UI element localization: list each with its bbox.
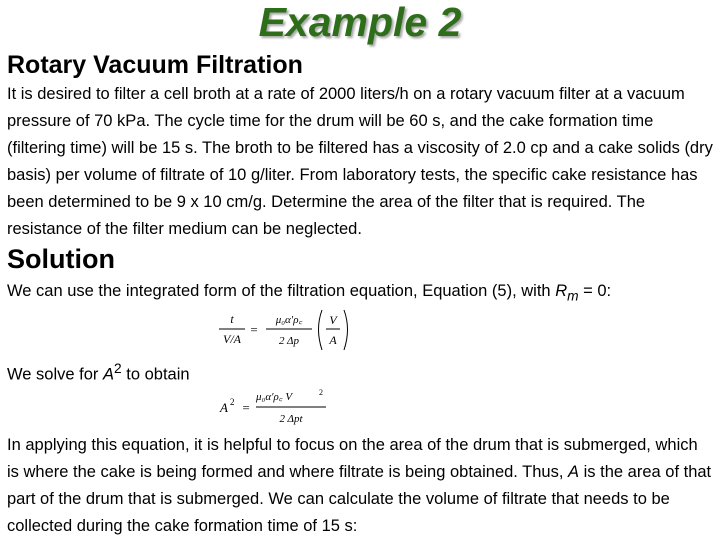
solve-superscript: 2	[114, 361, 122, 376]
solve-suffix: to obtain	[121, 365, 190, 384]
closing-variable: A	[568, 463, 580, 481]
eq1-lhs-numerator: t	[230, 312, 234, 326]
solve-variable: A	[102, 365, 114, 384]
eq1-rhs-numerator: μ₀α′ρ꜀	[275, 314, 303, 326]
filtration-equation-svg	[216, 306, 356, 356]
eq1-paren-denominator: A	[329, 333, 337, 347]
section-heading: Rotary Vacuum Filtration	[7, 51, 303, 79]
eq2-numerator-superscript: 2	[319, 388, 323, 397]
eq1-paren-numerator: V	[329, 313, 337, 327]
eq2-lhs: A	[220, 400, 228, 415]
eq2-numerator: μ₀α′ρ꜀ V	[256, 391, 293, 403]
intro-prefix: We can use the integrated form of the filtration equation, Equation (5), with	[7, 282, 556, 300]
intro-subscript: m	[567, 288, 579, 304]
solution-intro	[7, 279, 611, 308]
area-equation-svg	[216, 385, 336, 431]
eq1-right-paren	[344, 310, 348, 350]
eq2-lhs-superscript: 2	[230, 397, 235, 407]
eq1-lhs-denominator: V/A	[223, 332, 241, 346]
solution-heading: Solution	[7, 244, 115, 274]
eq2-equals: =	[242, 400, 250, 415]
eq1-left-paren	[319, 310, 323, 350]
eq1-equals: =	[250, 322, 258, 337]
eq2-denominator: 2 Δpt	[279, 413, 303, 425]
slide-title: Example 2	[258, 0, 462, 45]
closing-part1: In applying this equation, it is helpful to focus on the area of the drum that is submerged, which is where the cake is being formed and where filtrate is being obtained. Thus,	[7, 436, 698, 481]
filtration-equation	[216, 306, 356, 361]
area-equation	[216, 385, 336, 436]
intro-suffix: = 0:	[578, 282, 612, 300]
solve-statement	[7, 357, 190, 387]
eq1-rhs-denominator: 2 Δp	[278, 335, 300, 347]
closing-paragraph	[7, 432, 713, 540]
problem-statement: It is desired to filter a cell broth at a rate of 2000 liters/h on a rotary vacuum filter at a vacuum pressure of 70 kPa. The cycle time for the drum will be 60 s, and the cake formation time (filtering time) will be 15 s. The broth to be filtered has a viscosity of 2.0 cp and a cake solids (dry basis) per volume of filtrate of 10 g/liter. From laboratory tests, the specific cake resistance has been determined to be 9 x 10 cm/g. Determine the area of the filter that is required. The resistance of the filter medium can be neglected.	[7, 85, 713, 238]
solve-prefix: We solve for	[7, 365, 103, 384]
intro-variable: R	[555, 282, 568, 300]
closing-part2: is the area of that part of the drum that is submerged. We can calculate the volume of filtrate that needs to be collected during the cake formation time of 15 s:	[7, 463, 712, 535]
